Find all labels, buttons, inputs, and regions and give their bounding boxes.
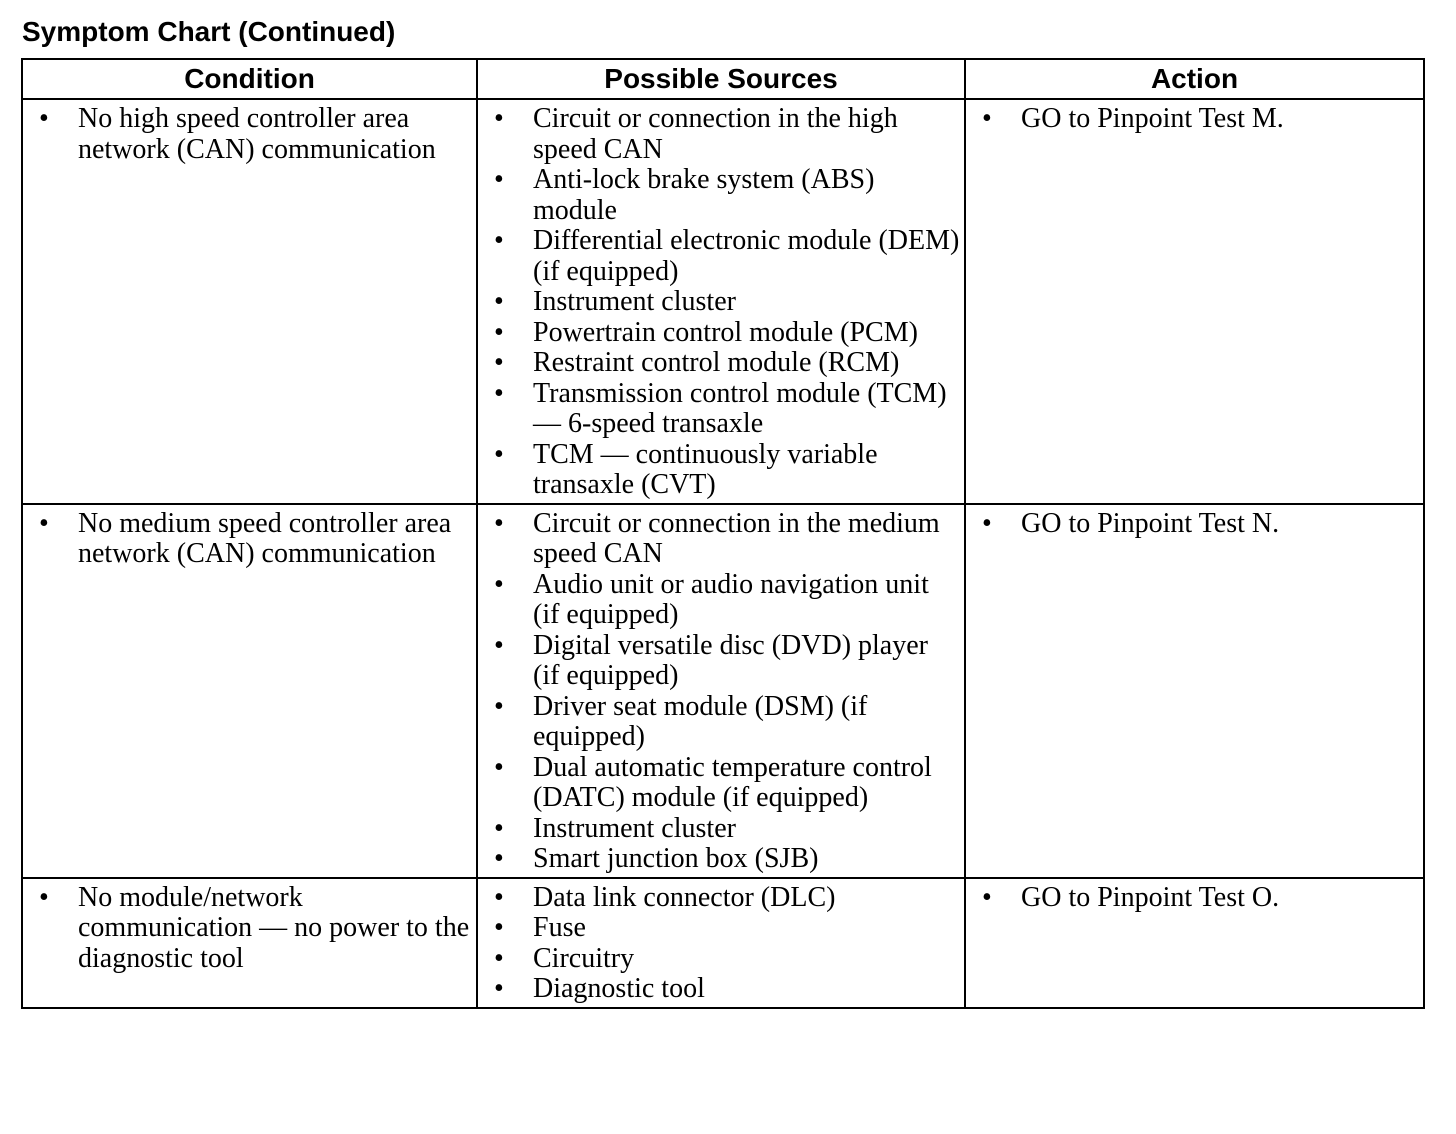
column-header-possible-sources: Possible Sources [477,59,965,99]
condition-list [23,104,472,165]
source-item: • Powertrain control module (PCM) [478,318,960,349]
possible-sources-list [478,883,960,1005]
source-item: • Restraint control module (RCM) [478,348,960,379]
column-header-condition: Condition [22,59,477,99]
source-item: • TCM — continuously variable transaxle (CVT) [478,440,960,501]
source-item: • Digital versatile disc (DVD) player (if equipped) [478,631,960,692]
possible-sources-list [478,509,960,875]
table-header-row [22,59,1424,99]
table-row [22,504,1424,878]
action-item: • GO to Pinpoint Test M. [966,104,1419,135]
condition-list [23,509,472,570]
action-item: • GO to Pinpoint Test N. [966,509,1419,540]
page-title: Symptom Chart (Continued) [22,16,396,47]
source-item: • Diagnostic tool [478,974,960,1005]
source-item: • Transmission control module (TCM) — 6-speed transaxle [478,379,960,440]
table-row [22,99,1424,504]
source-item: • Differential electronic module (DEM) (if equipped) [478,226,960,287]
action-list [966,509,1419,540]
source-item: • Circuit or connection in the medium speed CAN [478,509,960,570]
condition-item: • No medium speed controller area network (CAN) communication [23,509,472,570]
source-item: • Data link connector (DLC) [478,883,960,914]
possible-sources-cell [477,504,965,878]
possible-sources-cell [477,878,965,1008]
source-item: • Circuitry [478,944,960,975]
source-item: • Driver seat module (DSM) (if equipped) [478,692,960,753]
source-item: • Dual automatic temperature control (DATC) module (if equipped) [478,753,960,814]
condition-item: • No module/network communication — no power to the diagnostic tool [23,883,472,975]
condition-item: • No high speed controller area network (CAN) communication [23,104,472,165]
source-item: • Smart junction box (SJB) [478,844,960,875]
possible-sources-list [478,104,960,501]
source-item: • Instrument cluster [478,814,960,845]
source-item: • Circuit or connection in the high speed CAN [478,104,960,165]
source-item: • Anti-lock brake system (ABS) module [478,165,960,226]
action-cell [965,878,1424,1008]
symptom-chart-table [21,58,1425,1009]
source-item: • Instrument cluster [478,287,960,318]
action-list [966,883,1419,914]
possible-sources-cell [477,99,965,504]
condition-cell [22,878,477,1008]
action-list [966,104,1419,135]
condition-cell [22,504,477,878]
action-item: • GO to Pinpoint Test O. [966,883,1419,914]
condition-cell [22,99,477,504]
source-item: • Audio unit or audio navigation unit (if equipped) [478,570,960,631]
column-header-action: Action [965,59,1424,99]
condition-list [23,883,472,975]
table-row [22,878,1424,1008]
source-item: • Fuse [478,913,960,944]
action-cell [965,99,1424,504]
action-cell [965,504,1424,878]
